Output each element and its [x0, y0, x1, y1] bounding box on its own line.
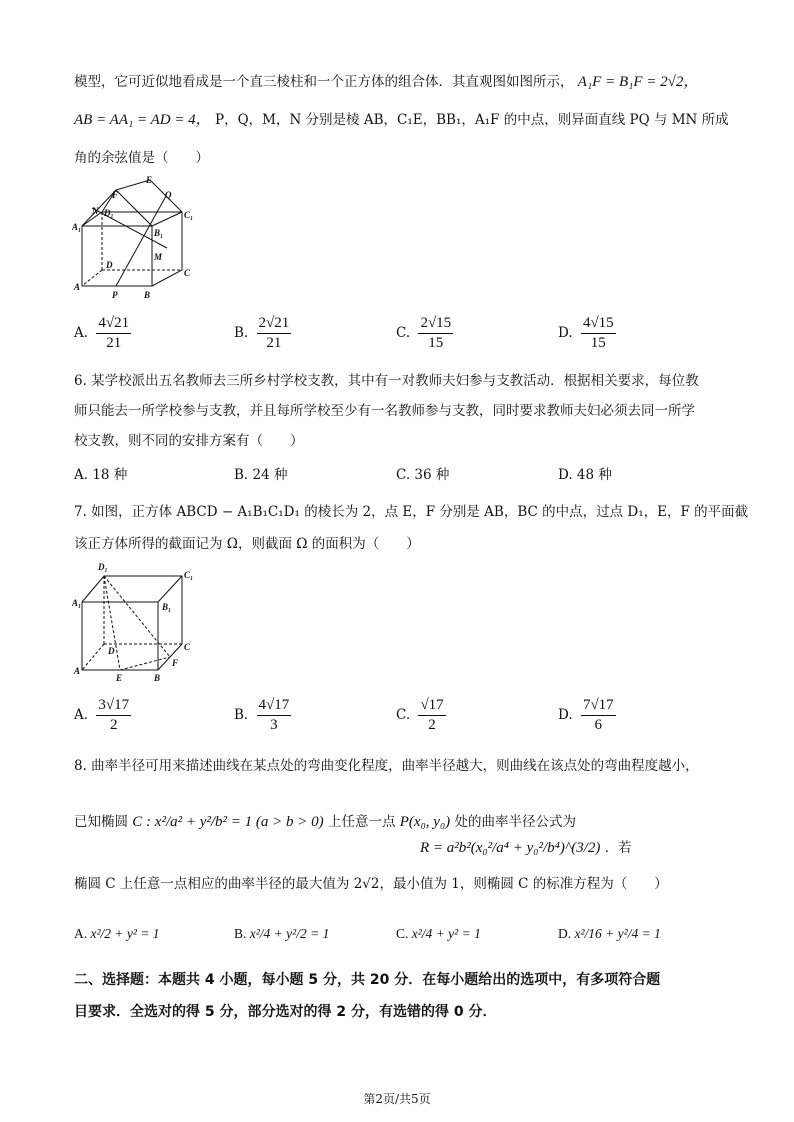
q7-label-A1: A₁ — [72, 598, 82, 608]
q5-option-c[interactable]: C. $\frac{2√15}{15}$ — [396, 315, 452, 351]
q5-label-Q: Q — [165, 190, 172, 200]
q8-option-b[interactable]: B. x²/4 + y²/2 = 1 — [234, 926, 330, 941]
page-footer: 第2页/共5页 — [363, 1092, 431, 1106]
q5-condition-math: A₁F = B₁F = 2√2， — [577, 74, 699, 90]
q5-edge-math: AB = AA₁ = AD = 4， — [74, 112, 211, 128]
q7-label-F: F — [172, 658, 179, 668]
q5-option-d[interactable]: D. $\frac{4√15}{15}$ — [558, 315, 614, 351]
q5-label-A: A — [74, 282, 81, 292]
q5-label-D: D — [106, 260, 113, 270]
q5-line3: 角的余弦值是（ ） — [74, 150, 209, 166]
q7-label-D: D — [108, 646, 115, 656]
q5-label-N: N — [92, 206, 99, 216]
q7-line1: 7. 如图，正方体 ABCD − A₁B₁C₁D₁ 的棱长为 2，点 E，F 分别是 AB，BC 的中点，过点 D₁，E，F 的平面截 — [74, 504, 749, 520]
q5-line1: 模型，它可近似地看成是一个直三棱柱和一个正方体的组合体．其直观图如图所示， A₁F = B₁F = 2√2， — [74, 74, 699, 90]
q7-option-c[interactable]: C. $\frac{√17}{2}$ — [396, 697, 444, 733]
q6-option-d[interactable]: D. 48 种 — [558, 467, 612, 483]
q7-label-E: E — [116, 673, 123, 682]
q8-ellipse-equation: C : x²/a² + y²/b² = 1 (a > b > 0) — [132, 814, 324, 830]
q8-line3: 椭圆 C 上任意一点相应的曲率半径的最大值为 2√2，最小值为 1，则椭圆 C 的标准方程为（ ） — [74, 876, 668, 892]
q8-point: P(x₀, y₀) — [399, 814, 451, 830]
section2-heading-line1: 二、选择题：本题共 4 小题，每小题 5 分，共 20 分．在每小题给出的选项中，有多项符合题 — [74, 972, 661, 988]
q8-option-a[interactable]: A. x²/2 + y² = 1 — [74, 926, 160, 941]
q8-option-d[interactable]: D. x²/16 + y²/4 = 1 — [558, 926, 661, 941]
q5-label-B1: B₁ — [154, 228, 164, 238]
q5-option-b[interactable]: B. $\frac{2√21}{21}$ — [234, 315, 290, 351]
q7-label-B: B — [154, 673, 161, 682]
q8-line2b: R = a²b²(x₀²/a⁴ + y₀²/b⁴)^(3/2) ．若 — [420, 840, 632, 856]
q6-line2: 师只能去一所学校参与支教，并且每所学校至少有一名教师参与支教，同时要求教师夫妇必须去同一所学 — [74, 403, 695, 419]
q6-line3: 校支教，则不同的安排方案有（ ） — [74, 433, 304, 449]
q7-label-B1: B₁ — [162, 602, 172, 612]
q7-option-b[interactable]: B. $\frac{4√17}{3}$ — [234, 697, 290, 733]
q8-option-c[interactable]: C. x²/4 + y² = 1 — [396, 926, 481, 941]
q5-line2: AB = AA₁ = AD = 4， P，Q，M，N 分别是棱 AB，C₁E，BB₁，A₁F 的中点，则异面直线 PQ 与 MN 所成 — [74, 112, 729, 128]
q7-option-a[interactable]: A. $\frac{3√17}{2}$ — [74, 697, 130, 733]
q5-label-A1: A₁ — [72, 222, 82, 232]
q7-label-C1: C₁ — [184, 570, 194, 580]
q5-label-C1: C₁ — [184, 210, 194, 220]
q7-label-C: C — [184, 642, 191, 652]
q7-cube-figure — [72, 560, 198, 682]
q5-label-P: P — [112, 290, 118, 300]
q5-label-C: C — [184, 268, 191, 278]
q5-label-B: B — [144, 290, 151, 300]
q5-label-F: F — [112, 190, 119, 200]
q8-line1: 8. 曲率半径可用来描述曲线在某点处的弯曲变化程度，曲率半径越大，则曲线在该点处的弯曲程度越小， — [74, 758, 699, 774]
q5-option-a[interactable]: A. $\frac{4√21}{21}$ — [74, 315, 130, 351]
q8-line2: 已知椭圆 C : x²/a² + y²/b² = 1 (a > b > 0) 上任意一点 P(x₀, y₀) 处的曲率半径公式为 — [74, 814, 576, 830]
q6-option-b[interactable]: B. 24 种 — [234, 467, 288, 483]
q6-option-a[interactable]: A. 18 种 — [74, 467, 128, 483]
q6-option-c[interactable]: C. 36 种 — [396, 467, 450, 483]
q7-label-A: A — [74, 666, 81, 676]
q7-line2: 该正方体所得的截面记为 Ω，则截面 Ω 的面积为（ ） — [74, 536, 420, 552]
q5-label-E: E — [146, 175, 153, 185]
q5-figure — [72, 174, 202, 300]
q6-line1: 6. 某学校派出五名教师去三所乡村学校支教，其中有一对教师夫妇参与支教活动．根据相关要求，每位教 — [74, 373, 699, 389]
q8-curvature-formula: R = a²b²(x₀²/a⁴ + y₀²/b⁴)^(3/2) — [420, 840, 601, 856]
section2-heading-line2: 目要求．全选对的得 5 分，部分选对的得 2 分，有选错的得 0 分． — [74, 1004, 497, 1020]
q7-option-d[interactable]: D. $\frac{7√17}{6}$ — [558, 697, 614, 733]
q5-label-D1: D₁ — [104, 208, 114, 218]
q5-label-M: M — [154, 252, 163, 262]
q7-label-D1: D₁ — [98, 562, 108, 572]
